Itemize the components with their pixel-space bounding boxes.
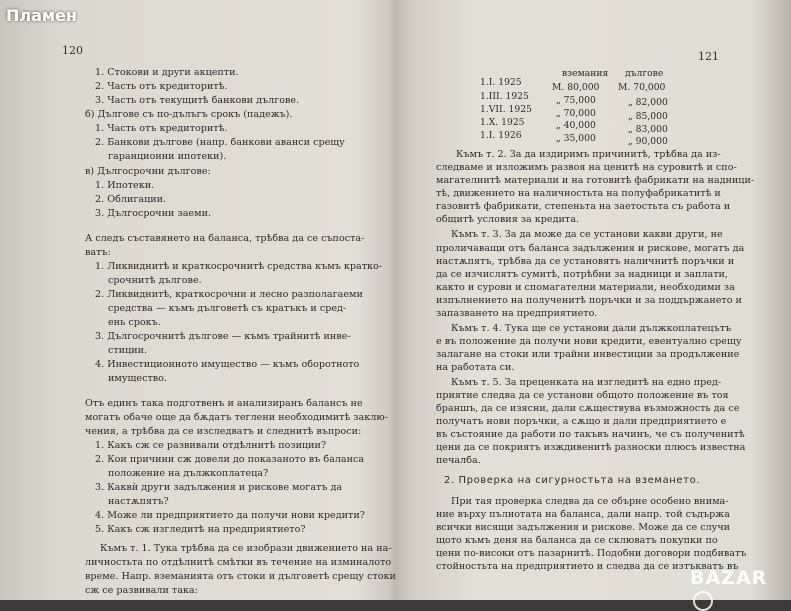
text-line: ватъ: (85, 247, 111, 258)
section-heading: 2. Проверка на сигурностьта на вземането. (444, 475, 701, 486)
text-line: личностьта по отдѣлнитѣ смѣтки въ течение на изминалото (85, 557, 392, 568)
left-page (0, 0, 396, 600)
text-line: 3. Дългосрочнитѣ дългове — къмъ трайнитѣ инве- (95, 331, 351, 342)
text-line: гаранционни ипотеки). (108, 151, 227, 162)
text-line: магателнитѣ материали и на готовитѣ фабрикати на надници- (436, 175, 755, 186)
text-line: печалба. (436, 455, 481, 466)
text-line: изпълнението на полученитѣ поръчки и за поддържането и (436, 295, 742, 306)
text-line: браншъ, да се изясни, дали сѫществува възможность да се (436, 403, 740, 414)
text-line: 1. Ипотеки. (95, 180, 155, 191)
bazar-logo (690, 567, 790, 597)
text-line: 2. Часть отъ кредиторитѣ. (95, 81, 228, 92)
right-page (396, 0, 791, 600)
table-cell-claims: „ 40,000 (556, 120, 596, 131)
text-line: въ състояние да работи по такъвъ начинъ, че съ полученитѣ (436, 429, 745, 440)
text-line: приятие следва да се установи общото положение въ тоя (436, 390, 729, 401)
text-line: цени да се покриятъ изждивенитѣ разноски плюсъ известна (436, 442, 746, 453)
text-line: 5. Какъ сж изгледитѣ на предприятието? (95, 524, 306, 535)
text-line: средства — къмъ дълговетѣ съ кратъкъ и сред- (108, 303, 347, 314)
text-line: да се изчислятъ сумитѣ, потрѣбни за надници и заплати, (436, 269, 728, 280)
table-cell-claims: М. 80,000 (552, 82, 600, 93)
text-line: б) Дългове съ по-дълъгъ срокъ (падежъ). (85, 109, 293, 120)
table-header-claims: вземания (562, 68, 609, 79)
text-line: 1. Часть отъ кредиторитѣ. (95, 123, 228, 134)
table-cell-date: 1.I. 1925 (480, 77, 522, 88)
text-line: следваме и изложимъ развоя на ценитѣ на суровитѣ и спо- (436, 162, 737, 173)
text-line: положение на дължкоплатеца? (108, 468, 269, 479)
table-cell-debts: „ 82,000 (628, 97, 668, 108)
text-line: 4. Инвестиционното имущество — къмъ оборотното (95, 359, 360, 370)
logo-circle-icon (693, 591, 713, 611)
table-cell-claims: „ 70,000 (556, 108, 596, 119)
bazar-logo-text: BAZAR (690, 567, 768, 589)
table-header-debts: дългове (625, 68, 664, 79)
text-line: получатъ нови поръчки, а сѫщо и дали предприятието е (436, 416, 727, 427)
text-line: А следъ съставянето на баланса, трѣбва да се съпоста- (85, 233, 365, 244)
text-line: 1. Стокови и други акцепти. (95, 67, 239, 78)
text-line: имущество. (108, 373, 168, 384)
table-cell-debts: М. 70,000 (618, 82, 666, 93)
text-line: 2. Облигации. (95, 194, 167, 205)
text-line: тѣ, движението на наличностьта на полуфабрикатитѣ и (436, 188, 721, 199)
table-cell-date: 1.III. 1925 (480, 91, 529, 102)
text-line: на работата си. (436, 362, 515, 373)
shop-watermark: Пламен (6, 6, 77, 25)
text-line: 2. Ликвиднитѣ, краткосрочни и лесно разполагаеми (95, 289, 363, 300)
text-line: При тая проверка следва да се обърне особено внима- (451, 496, 729, 507)
text-line: 1. Ликвиднитѣ и краткосрочнитѣ средства къмъ кратко- (95, 261, 383, 272)
text-line: 1. Какъ сж се развивали отдѣлнитѣ позиции? (95, 440, 327, 451)
text-line: Къмъ т. 2. За да издиримъ причинитѣ, трѣбва да из- (456, 149, 721, 160)
table-cell-debts: „ 83,000 (628, 124, 668, 135)
text-line: настѫпятъ? (108, 496, 169, 507)
table-cell-claims: „ 75,000 (556, 95, 596, 106)
text-line: могатъ обаче още да бѫдатъ теглени необходимитѣ заклю- (85, 412, 388, 423)
text-line: проличаващи отъ баланса задължения и рискове, могатъ да (436, 243, 745, 254)
text-line: както и сурови и спомагателни материали, необходими за (436, 282, 735, 293)
text-line: Къмъ т. 4. Тука ще се установи дали дължкоплатецътъ (451, 323, 732, 334)
text-line: срочнитѣ дългове. (108, 275, 202, 286)
text-line: цени по-високи отъ пазарнитѣ. Подобни договори подбиватъ (436, 548, 747, 559)
text-line: Къмъ т. 1. Тука трѣбва да се изобрази движението на на- (100, 543, 392, 554)
text-line: газовитѣ фабрикати, степеньта на заетостьта съ работа и (436, 201, 731, 212)
table-cell-claims: „ 35,000 (556, 133, 596, 144)
text-line: 3. Часть отъ текущитѣ банкови дългове. (95, 95, 300, 106)
text-line: всички висящи задължения и рискове. Може да се случи (436, 522, 731, 533)
text-line: време. Напр. вземанията отъ стоки и дълговетѣ срещу стоки (85, 571, 396, 582)
text-line: стиции. (108, 345, 148, 356)
text-line: 3. Дългосрочни заеми. (95, 208, 212, 219)
text-line: 4. Може ли предприятието да получи нови кредити? (95, 510, 365, 521)
page-number-left: 120 (62, 44, 83, 57)
table-cell-debts: „ 85,000 (628, 111, 668, 122)
text-line: залагане на стоки или трайни инвестиции за продължение (436, 349, 740, 360)
table-cell-date: 1.I. 1926 (480, 130, 522, 141)
text-line: в) Дългосрочни дългове: (85, 166, 211, 177)
text-line: общитѣ условия за кредита. (436, 214, 579, 225)
text-line: Отъ единъ така подготвенъ и анализиранъ балансъ не (85, 398, 363, 409)
text-line: чения, а трѣбва да се изследватъ и следнитѣ въпроси: (85, 426, 362, 437)
text-line: Къмъ т. 5. За преценката на изгледитѣ на едно пред- (451, 377, 722, 388)
text-line: ние върху пълнотата на баланса, дали напр. той съдържа (436, 509, 730, 520)
text-line: запазването на предприятието. (436, 308, 598, 319)
table-cell-date: 1.VII. 1925 (480, 104, 532, 115)
text-line: сж се развивали така: (85, 585, 198, 596)
text-line: щото къмъ деня на баланса да се склюватъ покупки по (436, 535, 718, 546)
text-line: 2. Банкови дългове (напр. банкови аванси срещу (95, 137, 345, 148)
text-line: Къмъ т. 3. За да може да се установи какви други, не (451, 229, 723, 240)
table-cell-debts: „ 90,000 (628, 136, 668, 147)
text-line: 3. Каквѝ други задължения и рискове могатъ да (95, 482, 343, 493)
text-line: настѫпятъ, трѣбва да се установятъ наличнитѣ поръчки и (436, 256, 735, 267)
text-line: ень срокъ. (108, 317, 161, 328)
text-line: е въ положение да получи нови кредити, евентуално срещу (436, 336, 742, 347)
text-line: стойностьта на предприятието и следва да се изтъкватъ въ (436, 561, 739, 572)
page-number-right: 121 (698, 50, 719, 63)
text-line: 2. Кои причини сж довели до показаното въ баланса (95, 454, 365, 465)
table-cell-date: 1.X. 1925 (480, 117, 525, 128)
